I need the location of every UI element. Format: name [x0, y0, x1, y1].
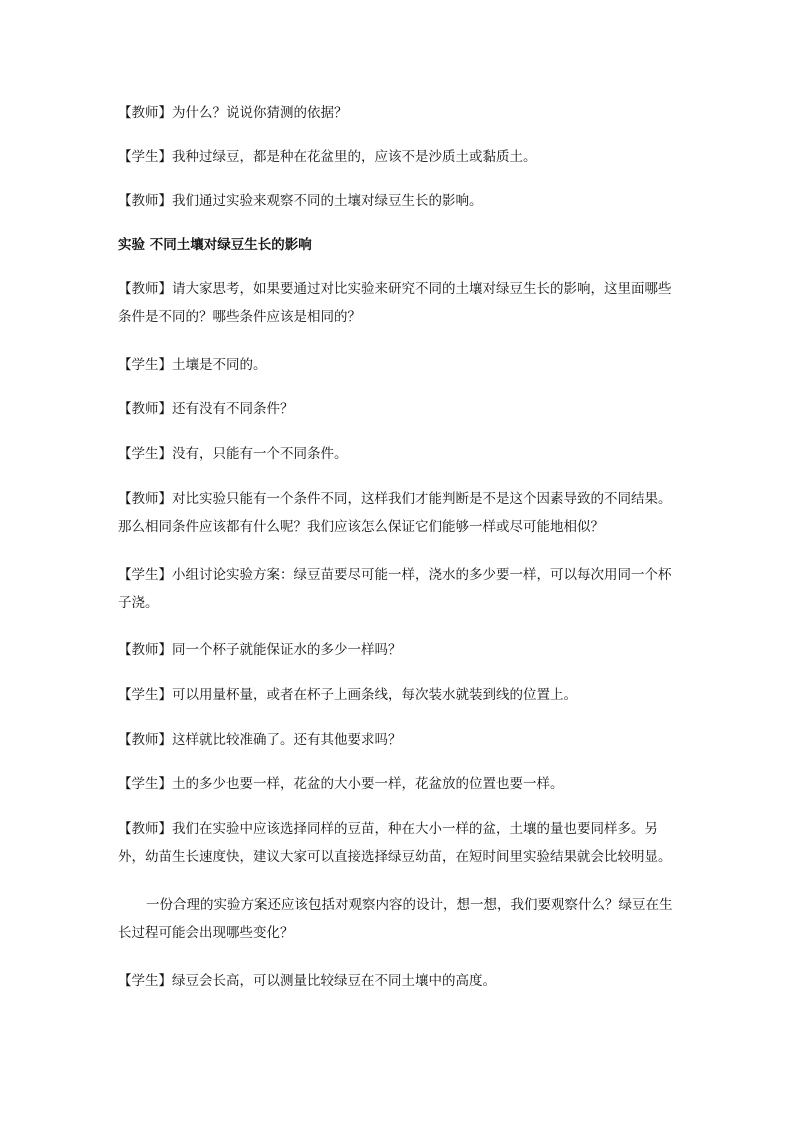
paragraph-teacher-conditions: 【教师】请大家思考，如果要通过对比实验来研究不同的土壤对绿豆生长的影响，这里面哪些条件是不同的？哪些条件应该是相同的？	[118, 281, 672, 325]
paragraph-student-measure-height: 【学生】绿豆会长高，可以测量比较绿豆在不同土壤中的高度。	[118, 973, 496, 989]
paragraph-teacher-same-conditions: 【教师】对比实验只能有一个条件不同，这样我们才能判断是不是这个因素导致的不同结果。那么相同条件应该都有什么呢？我们应该怎么保证它们能够一样或尽可能地相似？	[118, 491, 672, 535]
paragraph-teacher-seedlings: 【教师】我们在实验中应该选择同样的豆苗，种在大小一样的盆，土壤的量也要同样多。另外，幼苗生长速度快，建议大家可以直接选择绿豆幼苗，在短时间里实验结果就会比较明显。	[118, 821, 672, 865]
paragraph-teacher-why: 【教师】为什么？说说你猜测的依据？	[118, 105, 348, 121]
paragraph-teacher-same-cup: 【教师】同一个杯子就能保证水的多少一样吗？	[118, 642, 402, 658]
paragraph-student-group-plan: 【学生】小组讨论实验方案：绿豆苗要尽可能一样，浇水的多少要一样，可以每次用同一个杯子浇。	[118, 567, 672, 611]
paragraph-observation-design: 一份合理的实验方案还应该包括对观察内容的设计，想一想，我们要观察什么？绿豆在生长过程可能会出现哪些变化？	[118, 897, 673, 941]
paragraph-teacher-experiment-intro: 【教师】我们通过实验来观察不同的土壤对绿豆生长的影响。	[118, 193, 483, 209]
paragraph-student-one-condition: 【学生】没有，只能有一个不同条件。	[118, 446, 348, 462]
paragraph-student-pot-size: 【学生】土的多少也要一样，花盆的大小要一样，花盆放的位置也要一样。	[118, 776, 564, 792]
paragraph-student-soil-different: 【学生】土壤是不同的。	[118, 357, 267, 373]
paragraph-teacher-more-requirements: 【教师】这样就比较准确了。还有其他要求吗？	[118, 732, 402, 748]
paragraph-teacher-other-conditions: 【教师】还有没有不同条件？	[118, 401, 294, 417]
paragraph-student-grew-beans: 【学生】我种过绿豆，都是种在花盆里的，应该不是沙质土或黏质土。	[118, 149, 537, 165]
section-heading-experiment: 实验 不同土壤对绿豆生长的影响	[118, 237, 312, 253]
paragraph-student-measuring-cup: 【学生】可以用量杯量，或者在杯子上画条线，每次装水就装到线的位置上。	[118, 687, 577, 703]
